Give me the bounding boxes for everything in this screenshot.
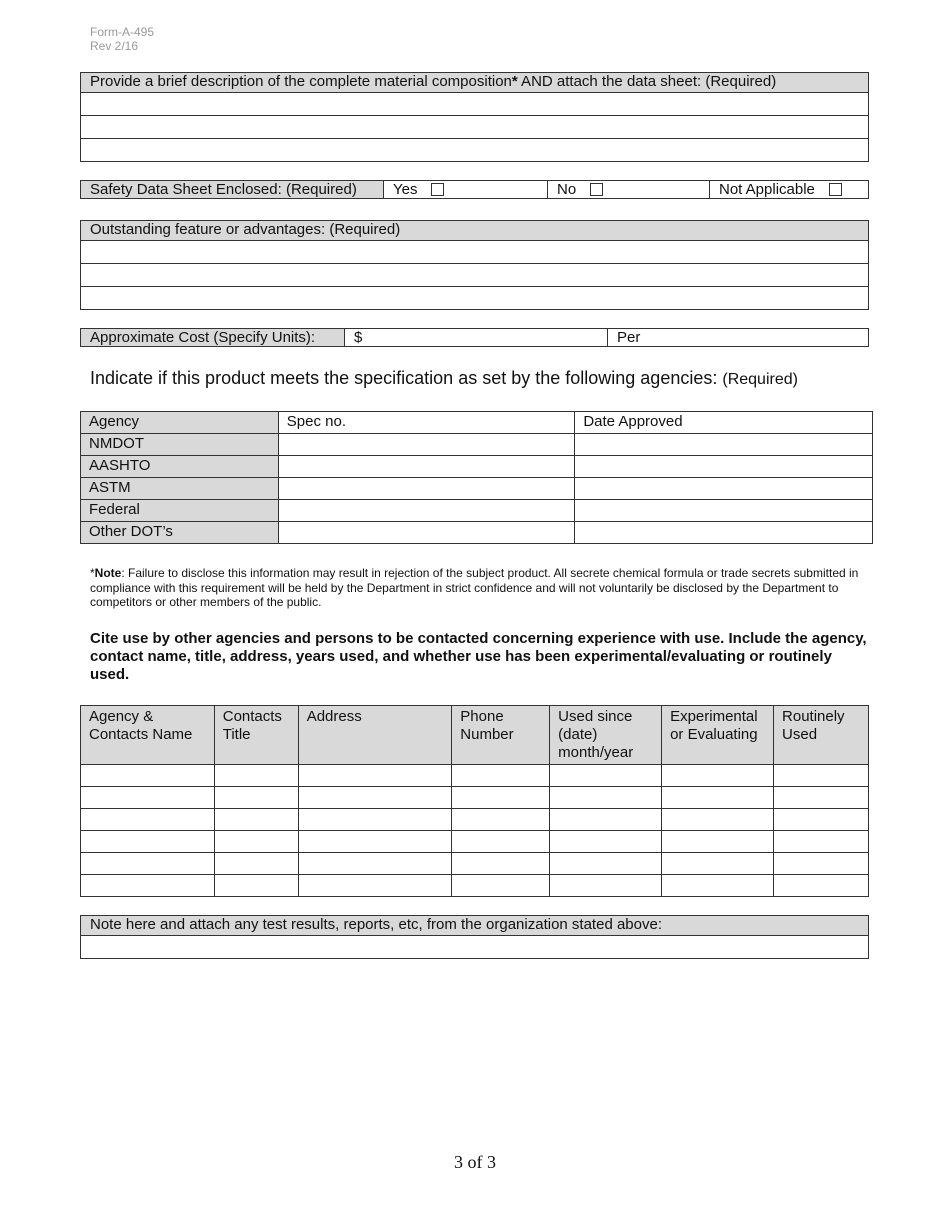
contacts-header-routinely: Routinely Used	[774, 706, 869, 765]
spec-row-astm	[81, 478, 873, 500]
contacts-cell[interactable]	[214, 809, 298, 831]
contacts-cell[interactable]	[298, 809, 452, 831]
contacts-header-row	[81, 706, 869, 765]
contacts-cell[interactable]	[774, 765, 869, 787]
features-input-line-1[interactable]	[81, 241, 868, 264]
spec-header-agency: Agency	[81, 412, 279, 434]
contacts-cell[interactable]	[81, 853, 215, 875]
note-bold: Note	[94, 566, 122, 580]
contacts-cell[interactable]	[214, 853, 298, 875]
composition-label-required: AND attach the data sheet: (Required)	[517, 73, 777, 90]
test-results-section	[80, 915, 869, 959]
composition-label	[81, 73, 868, 93]
sds-no-option[interactable]	[547, 181, 709, 198]
spec-header-row	[81, 412, 873, 434]
spec-no-input[interactable]	[278, 522, 575, 544]
cost-per-field[interactable]	[607, 329, 868, 346]
spec-no-input[interactable]	[278, 456, 575, 478]
contacts-table	[80, 705, 869, 897]
contacts-cell[interactable]	[662, 787, 774, 809]
contacts-cell[interactable]	[550, 787, 662, 809]
spec-no-input[interactable]	[278, 500, 575, 522]
form-id: Form-A-495	[90, 25, 155, 39]
features-section	[80, 220, 869, 310]
spec-agency-name: NMDOT	[81, 434, 279, 456]
spec-agency-name: Federal	[81, 500, 279, 522]
features-input-line-2[interactable]	[81, 264, 868, 287]
contacts-row	[81, 875, 869, 897]
spec-date-input[interactable]	[575, 456, 873, 478]
spec-date-input[interactable]	[575, 434, 873, 456]
spec-header-spec-no: Spec no.	[278, 412, 575, 434]
contacts-cell[interactable]	[298, 875, 452, 897]
sds-yes-option[interactable]	[383, 181, 547, 198]
spec-row-aashto	[81, 456, 873, 478]
agencies-intro	[90, 368, 798, 389]
composition-label-text: Provide a brief description of the complete material composition	[90, 73, 512, 90]
form-revision: Rev 2/16	[90, 39, 139, 53]
cost-amount-field[interactable]	[344, 329, 607, 346]
sds-section	[80, 180, 869, 199]
contacts-cell[interactable]	[452, 765, 550, 787]
spec-date-input[interactable]	[575, 478, 873, 500]
form-id-block	[90, 25, 154, 53]
contacts-cell[interactable]	[452, 787, 550, 809]
spec-no-input[interactable]	[278, 478, 575, 500]
contacts-cell[interactable]	[298, 853, 452, 875]
agencies-intro-text: Indicate if this product meets the specification as set by the following agencies:	[90, 368, 718, 388]
sds-no-checkbox[interactable]	[590, 183, 603, 196]
sds-no-label: No	[557, 181, 577, 198]
spec-row-federal	[81, 500, 873, 522]
contacts-cell[interactable]	[452, 853, 550, 875]
contacts-row	[81, 765, 869, 787]
sds-na-checkbox[interactable]	[829, 183, 842, 196]
contacts-cell[interactable]	[662, 765, 774, 787]
cite-instructions: Cite use by other agencies and persons to be contacted concerning experience with use. Include the agency, contact name, title, address, years used, and whether use has been experimental/evaluating or routinely used.	[90, 630, 867, 683]
sds-yes-label: Yes	[393, 181, 418, 198]
cost-per-label: Per	[617, 329, 641, 346]
features-input-line-3[interactable]	[81, 287, 868, 309]
cost-section	[80, 328, 869, 347]
contacts-cell[interactable]	[214, 765, 298, 787]
contacts-cell[interactable]	[550, 765, 662, 787]
contacts-header-address: Address	[298, 706, 452, 765]
contacts-cell[interactable]	[774, 831, 869, 853]
contacts-cell[interactable]	[452, 809, 550, 831]
composition-section	[80, 72, 869, 162]
composition-label-star: *	[511, 73, 518, 90]
contacts-row	[81, 809, 869, 831]
contacts-cell[interactable]	[81, 787, 215, 809]
contacts-header-title: Contacts Title	[214, 706, 298, 765]
contacts-cell[interactable]	[774, 875, 869, 897]
spec-no-input[interactable]	[278, 434, 575, 456]
contacts-cell[interactable]	[662, 875, 774, 897]
contacts-cell[interactable]	[550, 831, 662, 853]
agencies-intro-required: (Required)	[722, 371, 798, 388]
contacts-cell[interactable]	[774, 809, 869, 831]
contacts-row	[81, 831, 869, 853]
contacts-cell[interactable]	[81, 875, 215, 897]
note-text: : Failure to disclose this information may result in rejection of the subject product. All secrete chemical formula or trade secrets submitted in compliance with this requirement will be held by the Department in strict confidence and will not voluntarily be disclosed by the Department to competitors or other members of the public.	[90, 566, 859, 609]
contacts-cell[interactable]	[214, 831, 298, 853]
composition-input-line-2[interactable]	[81, 116, 868, 139]
note-star: *	[90, 566, 95, 580]
sds-na-label: Not Applicable	[719, 181, 815, 198]
contacts-cell[interactable]	[214, 787, 298, 809]
composition-input-line-3[interactable]	[81, 139, 868, 161]
contacts-row	[81, 787, 869, 809]
test-results-label: Note here and attach any test results, reports, etc, from the organization stated above:	[81, 916, 868, 936]
contacts-cell[interactable]	[214, 875, 298, 897]
sds-label: Safety Data Sheet Enclosed: (Required)	[81, 181, 383, 198]
spec-agency-name: AASHTO	[81, 456, 279, 478]
contacts-cell[interactable]	[662, 831, 774, 853]
contacts-cell[interactable]	[774, 853, 869, 875]
contacts-cell[interactable]	[81, 765, 215, 787]
spec-agency-name: ASTM	[81, 478, 279, 500]
contacts-header-experimental: Experimental or Evaluating	[662, 706, 774, 765]
contacts-cell[interactable]	[452, 831, 550, 853]
cost-currency: $	[354, 329, 363, 346]
spec-table	[80, 411, 873, 544]
spec-date-input[interactable]	[575, 522, 873, 544]
contacts-header-used-since: Used since (date) month/year	[550, 706, 662, 765]
spec-date-input[interactable]	[575, 500, 873, 522]
cost-label: Approximate Cost (Specify Units):	[81, 329, 344, 346]
contacts-cell[interactable]	[662, 853, 774, 875]
contacts-header-agency: Agency & Contacts Name	[81, 706, 215, 765]
spec-row-other-dots	[81, 522, 873, 544]
page-number: 3 of 3	[454, 1152, 496, 1172]
contacts-cell[interactable]	[452, 875, 550, 897]
contacts-row	[81, 853, 869, 875]
contacts-cell[interactable]	[550, 875, 662, 897]
contacts-cell[interactable]	[298, 787, 452, 809]
spec-row-nmdot	[81, 434, 873, 456]
spec-header-date-approved: Date Approved	[575, 412, 873, 434]
contacts-cell[interactable]	[550, 853, 662, 875]
contacts-cell[interactable]	[81, 831, 215, 853]
contacts-cell[interactable]	[298, 765, 452, 787]
sds-yes-checkbox[interactable]	[431, 183, 444, 196]
sds-na-option[interactable]	[709, 181, 868, 198]
contacts-cell[interactable]	[662, 809, 774, 831]
test-results-input[interactable]	[81, 936, 868, 958]
contacts-cell[interactable]	[550, 809, 662, 831]
contacts-cell[interactable]	[81, 809, 215, 831]
composition-input-line-1[interactable]	[81, 93, 868, 116]
features-label: Outstanding feature or advantages: (Required)	[81, 221, 868, 241]
spec-agency-name: Other DOT’s	[81, 522, 279, 544]
disclosure-note	[90, 566, 865, 610]
contacts-cell[interactable]	[774, 787, 869, 809]
contacts-cell[interactable]	[298, 831, 452, 853]
contacts-header-phone: Phone Number	[452, 706, 550, 765]
